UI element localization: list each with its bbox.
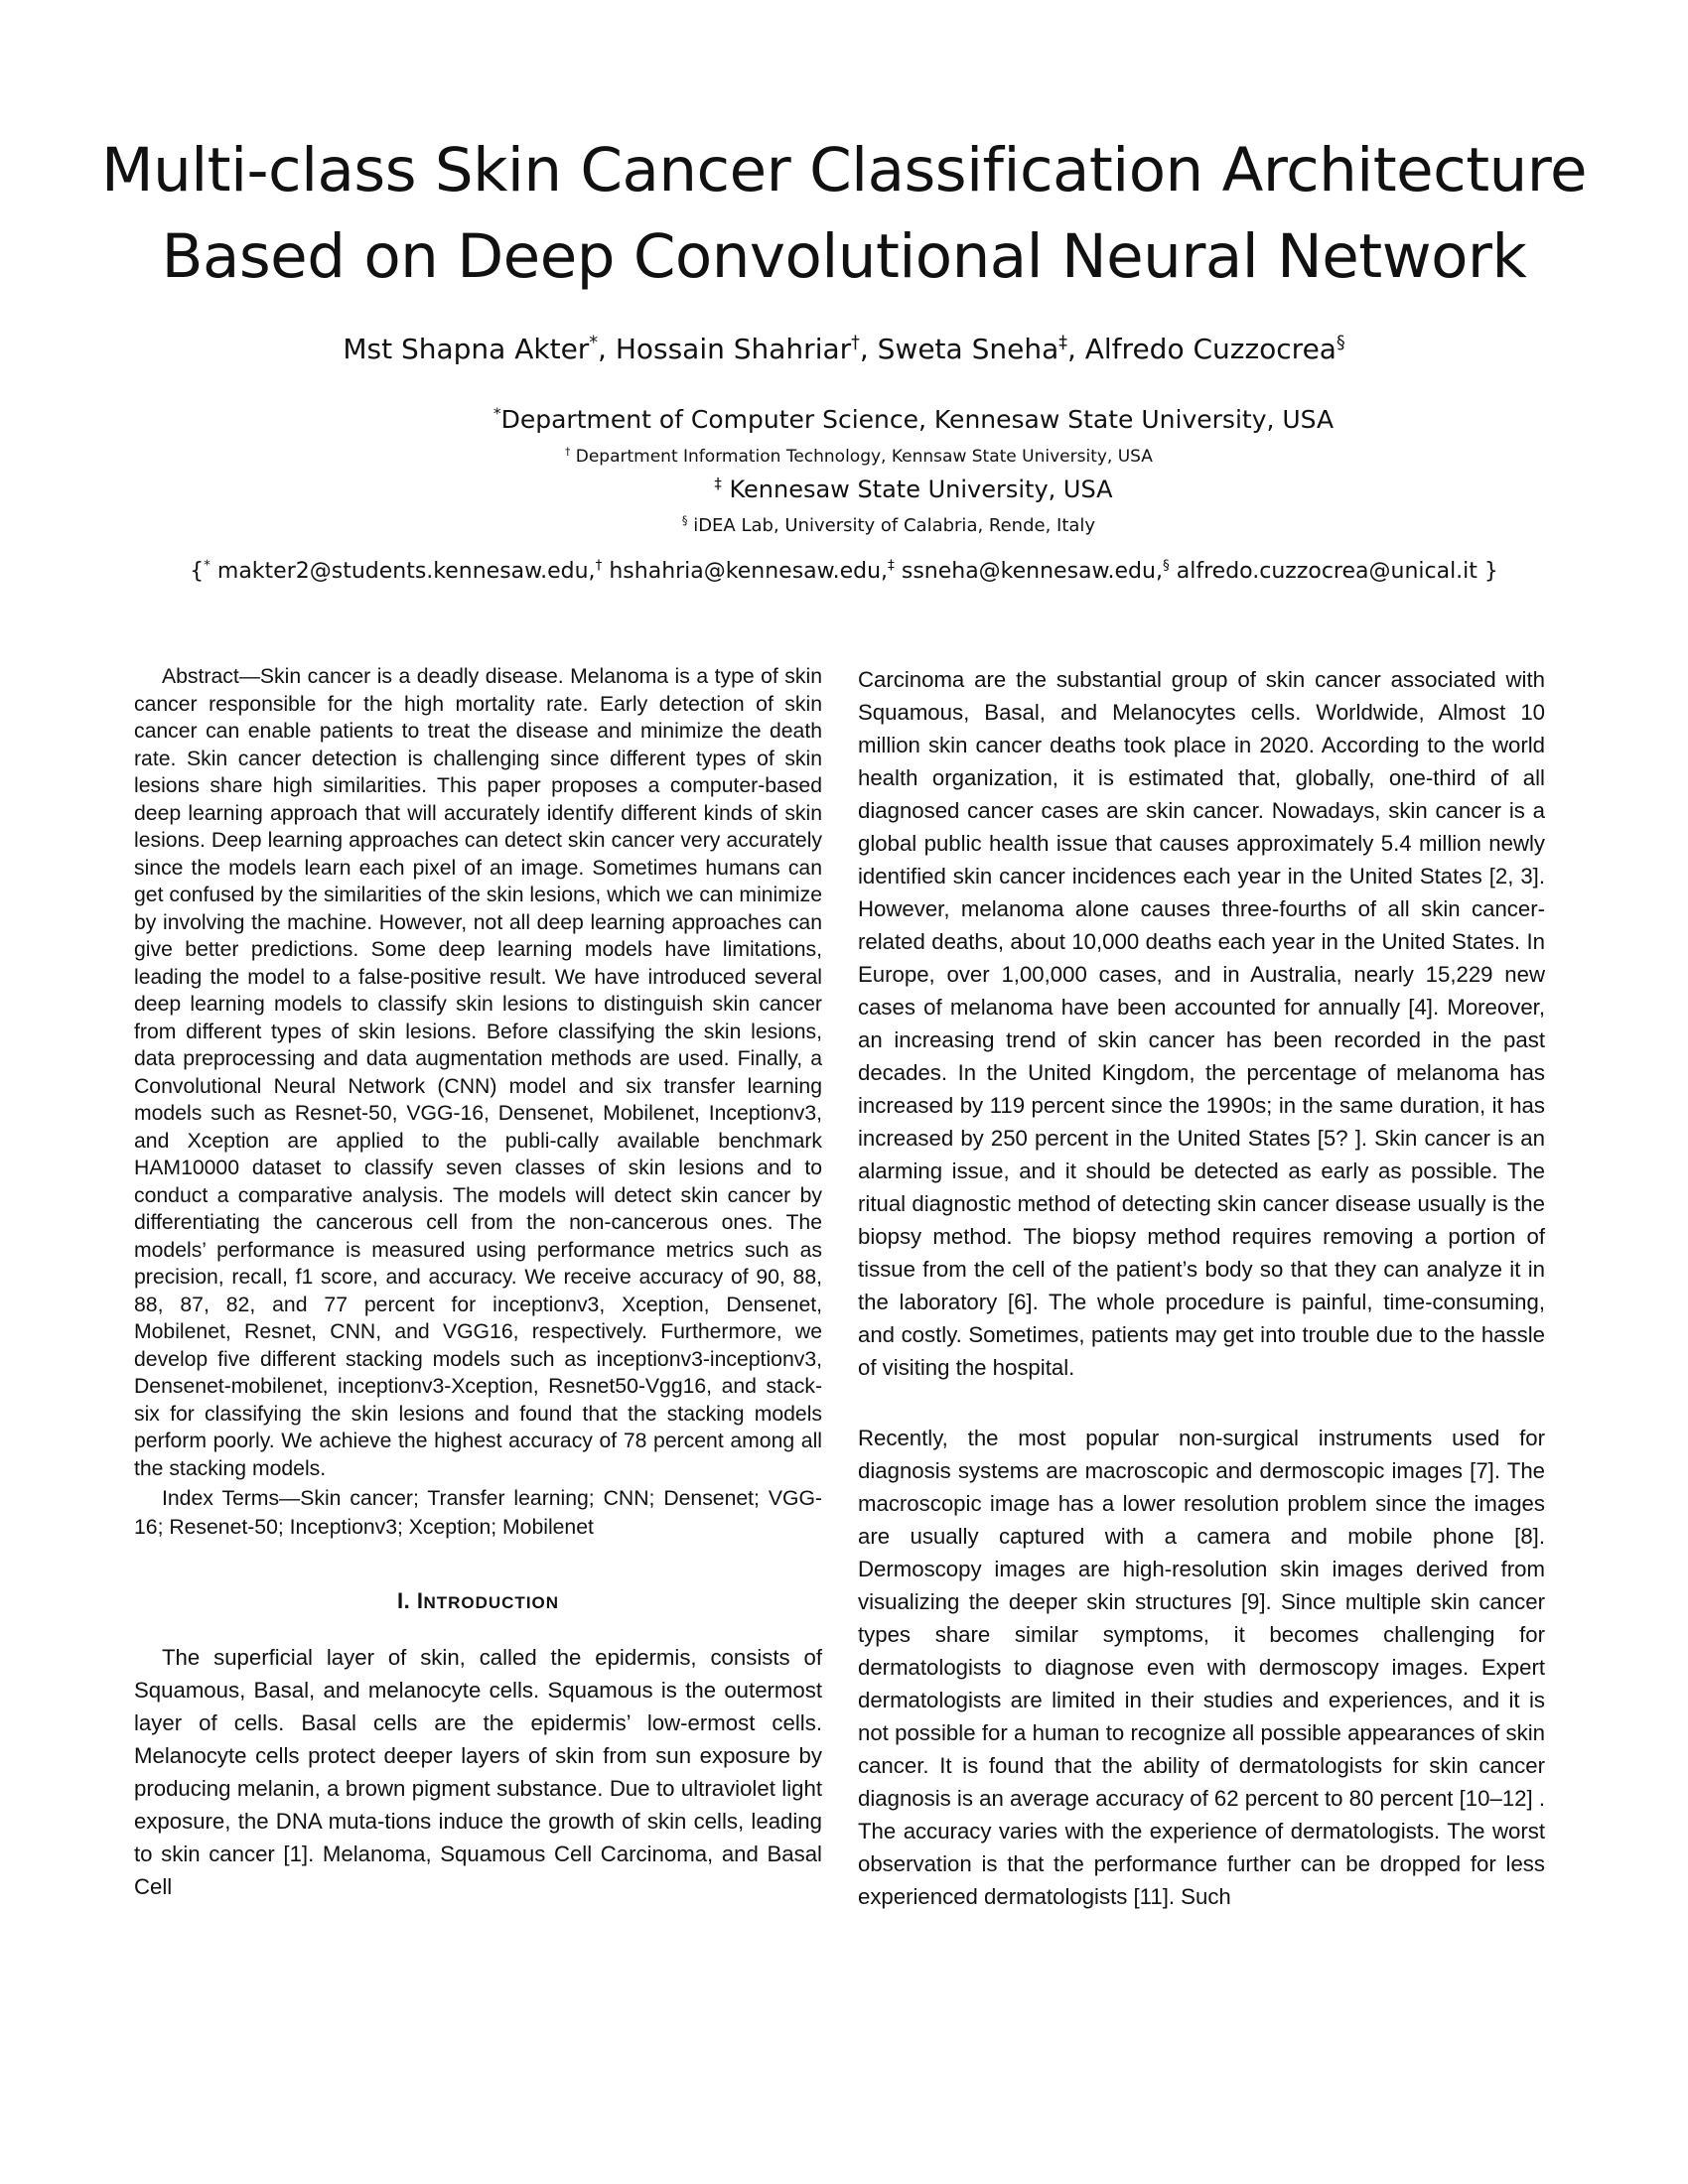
abstract: Abstract—Skin cancer is a deadly disease. Melanoma is a type of skin cancer responsible for the high mortality rate. Early detection of skin cancer can enable patients to treat the disease and minimize the death rate. Skin cancer detection is challenging since different types of skin lesions share high similarities. This paper proposes a computer-based deep learning approach that will accurately identify different kinds of skin lesions. Deep learning approaches can detect skin cancer very accurately since the models learn each pixel of an image. Sometimes humans can get confused by the similarities of the skin lesions, which we can minimize by involving the machine. However, not all deep learning approaches can give better predictions. Some deep learning models have limitations, leading the model to a false-positive result. We have introduced several deep learning models to classify skin lesions to distinguish skin cancer from different types of skin lesions. Before classifying the skin lesions, data preprocessing and data augmentation methods are used. Finally, a Convolutional Neural Network (CNN) model and six transfer learning models such as Resnet-50, VGG-16, Densenet, Mobilenet, Inceptionv3, and Xception are applied to the publi-cally available benchmark HAM10000 dataset to classify seven classes of skin lesions and to conduct a comparative analysis. The models will detect skin cancer by differentiating the cancerous cell from the non-cancerous ones. The models’ performance is measured using performance metrics such as precision, recall, f1 score, and accuracy. We receive accuracy of 90, 88, 88, 87, 82, and 77 percent for inceptionv3, Xception, Densenet, Mobilenet, Resnet, CNN, and VGG16, respectively. Furthermore, we develop five different stacking models such as inceptionv3-inceptionv3, Densenet-mobilenet, inceptionv3-Xception, Resnet50-Vgg16, and stack-six for classifying the skin lesions and found that the stacking models perform poorly. We achieve the highest accuracy of 78 percent among all the stacking models. — [134, 665, 822, 1480]
affiliation-text: Department Information Technology, Kennsaw State University, USA — [570, 447, 1153, 467]
email-address: makter2@students.kennesaw.edu, — [210, 559, 596, 584]
email-mark: ‡ — [888, 557, 895, 574]
author-name: Hossain Shahriar — [615, 333, 852, 365]
email-mark: * — [204, 557, 211, 574]
affiliation-mark: † — [565, 446, 571, 459]
affiliation — [99, 402, 1589, 438]
author-separator: , — [598, 333, 616, 365]
paper-title — [99, 127, 1589, 300]
left-column — [134, 663, 822, 1903]
email-close-brace: } — [1483, 559, 1498, 584]
section-numeral: I. — [396, 1588, 411, 1613]
author-mark: § — [1336, 333, 1345, 353]
email-address: hshahria@kennesaw.edu, — [602, 559, 889, 584]
author-mark: ‡ — [1058, 333, 1067, 353]
affiliation-text: Kennesaw State University, USA — [721, 476, 1113, 503]
affiliation — [99, 473, 1589, 506]
intro-paragraph-2: Carcinoma are the substantial group of skin cancer associated with Squamous, Basal, and Melanocytes cells. Worldwide, Almost 10 million skin cancer deaths took place in 2020. According to the world health organization, it is estimated that, globally, one-third of all diagnosed cancer cases are skin cancer. Nowadays, skin cancer is a global public health issue that causes approximately 5.4 million newly identified skin cancer incidences each year in the United States [2, 3]. However, melanoma alone causes three-fourths of all skin cancer-related deaths, about 10,000 deaths each year in the United States. In Europe, over 1,00,000 cases, and in Australia, nearly 15,229 new cases of melanoma have been accounted for annually [4]. Moreover, an increasing trend of skin cancer has been recorded in the past decades. In the United Kingdom, the percentage of melanoma has increased by 119 percent since the 1990s; in the same duration, it has increased by 250 percent in the United States [5? ]. Skin cancer is an alarming issue, and it should be detected as early as possible. The ritual diagnostic method of detecting skin cancer disease usually is the biopsy method. The biopsy method requires removing a portion of tissue from the cell of the patient’s body so that they can analyze it in the laboratory [6]. The whole procedure is painful, time-consuming, and costly. Sometimes, patients may get into trouble due to the hassle of visiting the hospital. — [858, 667, 1545, 1380]
affiliation-mark: § — [681, 514, 688, 527]
affiliation-mark: * — [492, 404, 501, 423]
index-terms: Index Terms—Skin cancer; Transfer learning; CNN; Densenet; VGG-16; Resenet-50; Inceptionv3; Xception; Mobilenet — [134, 1487, 822, 1539]
affiliation — [99, 513, 1589, 539]
section-heading-introduction — [134, 1585, 822, 1619]
email-open-brace: { — [190, 559, 205, 584]
intro-paragraph-1: The superficial layer of skin, called the epidermis, consists of Squamous, Basal, and melanocyte cells. Squamous is the outermost layer of cells. Basal cells are the epidermis’ low-ermost cells. Melanocyte cells protect deeper layers of skin from sun exposure by producing melanin, a brown pigment substance. Due to ultraviolet light exposure, the DNA muta-tions induce the growth of skin cells, leading to skin cancer [1]. Melanoma, Squamous Cell Carcinoma, and Basal Cell — [134, 1645, 822, 1899]
affiliation-text: iDEA Lab, University of Calabria, Rende, Italy — [687, 515, 1096, 536]
section-title-rest: NTRODUCTION — [423, 1593, 560, 1612]
section-first-letter: I — [416, 1588, 424, 1613]
affiliation-mark: ‡ — [714, 475, 722, 492]
title-line-2: Based on Deep Convolutional Neural Network — [161, 221, 1527, 292]
author-list — [99, 330, 1589, 369]
author-separator: , — [1066, 333, 1085, 365]
email-address: alfredo.cuzzocrea@unical.it — [1169, 559, 1484, 584]
email-mark: † — [595, 557, 603, 574]
email-mark: § — [1162, 557, 1170, 574]
author-name: Mst Shapna Akter — [343, 333, 590, 365]
author-name: Sweta Sneha — [877, 333, 1059, 365]
affiliation — [99, 444, 1589, 470]
email-address: ssneha@kennesaw.edu, — [894, 559, 1163, 584]
right-column — [858, 663, 1545, 1913]
author-mark: * — [589, 333, 598, 353]
intro-paragraph-3: Recently, the most popular non-surgical instruments used for diagnosis systems are macroscopic and dermoscopic images [7]. The macroscopic image has a lower resolution problem since the images are usually captured with a camera and mobile phone [8]. Dermoscopy images are high-resolution skin images derived from visualizing the deeper skin structures [9]. Since multiple skin cancer types share similar symptoms, it becomes challenging for dermatologists to diagnose even with dermoscopy images. Expert dermatologists are limited in their studies and experiences, and it is not possible for a human to recognize all possible appearances of skin cancer. It is found that the ability of dermatologists for skin cancer diagnosis is an average accuracy of 62 percent to 80 percent [10–12] . The accuracy varies with the experience of dermatologists. The worst observation is that the performance further can be dropped for less experienced dermatologists [11]. Such — [858, 1426, 1545, 1909]
email-list — [99, 556, 1589, 588]
author-mark: † — [851, 333, 860, 353]
title-line-1: Multi-class Skin Cancer Classification Architecture — [100, 135, 1588, 205]
author-name: Alfredo Cuzzocrea — [1084, 333, 1336, 365]
affiliation-text: Department of Computer Science, Kennesaw State University, USA — [500, 405, 1335, 434]
author-separator: , — [859, 333, 878, 365]
